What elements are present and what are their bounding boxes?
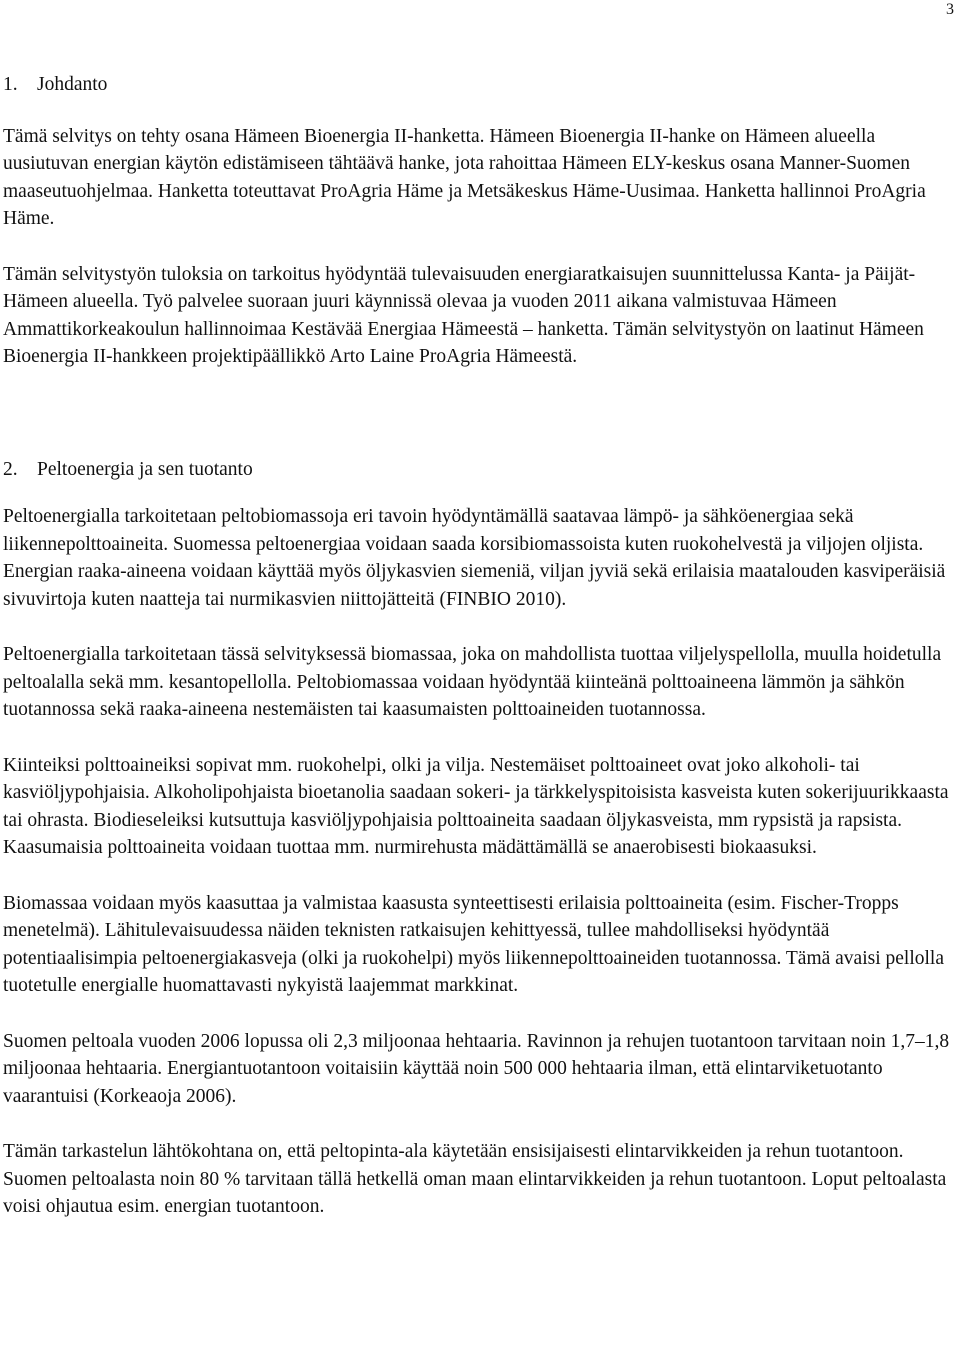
- section-title: Peltoenergia ja sen tuotanto: [37, 458, 253, 480]
- paragraph: Biomassaa voidaan myös kaasuttaa ja valmistaa kaasusta synteettisesti erilaisia polttoaineita (esim. Fischer-Tropps menetelmä). Lähitulevaisuudessa näiden teknisten ratkaisujen kehittyessä, tullee mahdolliseksi hyödyntää potentiaalisimpia peltoenergiakasveja (olki ja ruokohelpi) myös liikennepolttoaineiden tuotannossa. Tämä avaisi pellolla tuotetulle energialle huomattavasti nykyistä laajemmat markkinat.: [3, 892, 944, 996]
- paragraph: Tämä selvitys on tehty osana Hämeen Bioenergia II-hanketta. Hämeen Bioenergia II-hanke on Hämeen alueella uusiutuvan energian käytön edistämiseen tähtäävä hanke, jota rahoittaa Hämeen ELY-keskus osana Manner-Suomen maaseutuohjelmaa. Hanketta toteuttavat ProAgria Häme ja Metsäkeskus Häme-Uusimaa. Hanketta hallinnoi ProAgria Häme.: [3, 125, 926, 229]
- paragraph: Suomen peltoala vuoden 2006 lopussa oli 2,3 miljoonaa hehtaaria. Ravinnon ja rehujen tuotantoon tarvitaan noin 1,7–1,8 miljoonaa hehtaaria. Energiantuotantoon voitaisiin käyttää noin 500 000 hehtaaria ilman, että elintarviketuotanto vaarantuisi (Korkeaoja 2006).: [3, 1030, 950, 1107]
- paragraph: Peltoenergialla tarkoitetaan tässä selvityksessä biomassaa, joka on mahdollista tuottaa viljelyspellolla, muulla hoidetulla peltoalalla sekä mm. kesantopellolla. Peltobiomassaa voidaan hyödyntää kiinteänä polttoaineena lämmön ja sähkön tuotannossa sekä raaka-aineena nestemäisten tai kaasumaisten polttoaineiden tuotannossa.: [3, 644, 942, 720]
- paragraph: Kiinteiksi polttoaineiksi sopivat mm. ruokohelpi, olki ja vilja. Nestemäiset polttoaineet ovat joko alkoholi- tai kasviöljypohjaisia. Alkoholipohjaista bioetanolia saadaan sokeri- ja tärkkelyspitoisista kasveista kuten sokerijuurikkaasta tai ohrasta. Biodieseleiksi kutsuttuja kasviöljypohjaisia polttoaineita saadaan öljykasveista, mm rypsistä ja rapsista. Kaasumaisia polttoaineita voidaan tuottaa mm. nurmirehusta mädättämällä se anaerobisesti biokaasuksi.: [3, 754, 949, 858]
- document-body: [3, 71, 953, 1221]
- section-number: 2.: [3, 458, 18, 480]
- section-title: Johdanto: [37, 74, 108, 95]
- paragraph: Tämän selvitystyön tuloksia on tarkoitus hyödyntää tulevaisuuden energiaratkaisujen suunnittelussa Kanta- ja Päijät-Hämeen alueella. Työ palvelee suoraan juuri käynnissä olevaa ja vuoden 2011 aikana valmistuvaa Hämeen Ammattikorkeakoulun hallinnoimaa Kestävää Energiaa Hämeestä – hanketta. Tämän selvitystyön on laatinut Hämeen Bioenergia II-hankkeen projektipäällikkö Arto Laine ProAgria Hämeestä.: [3, 263, 924, 367]
- section-heading-2: [3, 456, 953, 484]
- paragraph: Tämän tarkastelun lähtökohtana on, että peltopinta-ala käytetään ensisijaisesti elintarvikkeiden ja rehun tuotantoon. Suomen peltoalasta noin 80 % tarvitaan tällä hetkellä oman maan elintarvikkeiden ja rehun tuotantoon. Loput peltoalasta voisi ohjautua esim. energian tuotantoon.: [3, 1141, 947, 1217]
- page-number: 3: [946, 1, 954, 18]
- paragraph: Peltoenergialla tarkoitetaan peltobiomassoja eri tavoin hyödyntämällä saatavaa lämpö- ja sähköenergiaa sekä liikennepolttoaineita. Suomessa peltoenergiaa voidaan saada korsibiomassoista kuten ruokohelvestä ja viljojen oljista. Energian raaka-aineena voidaan käyttää myös öljykasvien siemeniä, viljan jyviä sekä erilaisia maatalouden kasviperäisiä sivuvirtoja kuten naatteja tai nurmikasvien niittojätteitä (FINBIO 2010).: [3, 506, 946, 610]
- section-number: 1.: [3, 74, 18, 95]
- section-heading-1: [3, 71, 953, 99]
